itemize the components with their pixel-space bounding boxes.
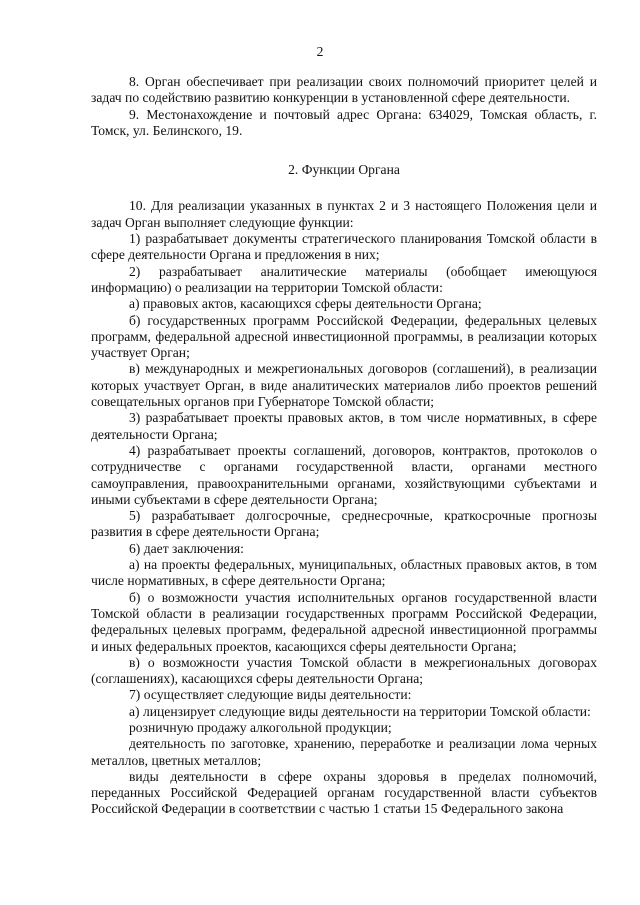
paragraph-license-health: виды деятельности в сфере охраны здоровья в пределах полномочий, переданных Российской Федерацией органам государственной власти субъектов Российской Федерации в соответствии с частью 1 статьи 15 Федерального закона <box>91 768 597 817</box>
paragraph-function-5: 5) разрабатывает долгосрочные, среднесрочные, краткосрочные прогнозы развития в сфере деятельности Органа; <box>91 508 597 540</box>
paragraph-function-6v: в) о возможности участия Томской области в межрегиональных договорах (соглашениях), касающихся сферы деятельности Органа; <box>91 654 597 687</box>
document-body <box>91 74 597 818</box>
paragraph-function-2v: в) международных и межрегиональных договоров (соглашений), в реализации которых участвует Орган, в виде аналитических материалов либо проектов решений совещательных органов при Губернаторе Томской области; <box>91 361 597 410</box>
paragraph-function-6b: б) о возможности участия исполнительных органов государственной власти Томской области в реализации государственных программ Российской Федерации, федеральных целевых программ, федеральной адресной инвестиционной программы и иных федеральных проектов, касающихся сферы деятельности Органа; <box>91 589 597 654</box>
paragraph-item-9: 9. Местонахождение и почтовый адрес Органа: 634029, Томская область, г. Томск, ул. Белинского, 19. <box>91 106 597 138</box>
paragraph-function-7: 7) осуществляет следующие виды деятельности: <box>129 687 412 703</box>
paragraph-function-6: 6) дает заключения: <box>129 540 244 556</box>
paragraph-function-2: 2) разрабатывает аналитические материалы (обобщает имеющуюся информацию) о реализации на территории Томской области: <box>91 263 597 295</box>
page-number: 2 <box>316 44 324 59</box>
paragraph-function-1: 1) разрабатывает документы стратегического планирования Томской области в сфере деятельности Органа и предложения в них; <box>91 231 597 263</box>
paragraph-item-10: 10. Для реализации указанных в пунктах 2 и 3 настоящего Положения цели и задач Орган выполняет следующие функции: <box>91 198 597 230</box>
paragraph-function-2a: а) правовых актов, касающихся сферы деятельности Органа; <box>129 296 482 312</box>
section-heading: 2. Функции Органа <box>288 162 400 178</box>
paragraph-function-2b: б) государственных программ Российской Федерации, федеральных целевых программ, федеральной адресной инвестиционной программы, в реализации которых участвует Орган; <box>91 312 597 361</box>
paragraph-function-3: 3) разрабатывает проекты правовых актов, в том числе нормативных, в сфере деятельности Органа; <box>91 410 597 442</box>
paragraph-function-6a: а) на проекты федеральных, муниципальных, областных правовых актов, в том числе нормативных, в сфере деятельности Органа; <box>91 557 597 589</box>
paragraph-license-alcohol: розничную продажу алкогольной продукции; <box>129 719 392 735</box>
paragraph-license-metal: деятельность по заготовке, хранению, переработке и реализации лома черных металлов, цветных металлов; <box>91 736 597 768</box>
paragraph-function-4: 4) разрабатывает проекты соглашений, договоров, контрактов, протоколов о сотрудничестве с органами государственной власти, органами местного самоуправления, правоохранительными органами, хозяйствующими субъектами и иными субъектами в сфере деятельности Органа; <box>91 442 597 507</box>
paragraph-item-8: 8. Орган обеспечивает при реализации своих полномочий приоритет целей и задач по содействию развитию конкуренции в установленной сфере деятельности. <box>91 74 597 106</box>
paragraph-function-7a: а) лицензирует следующие виды деятельности на территории Томской области: <box>129 703 591 719</box>
